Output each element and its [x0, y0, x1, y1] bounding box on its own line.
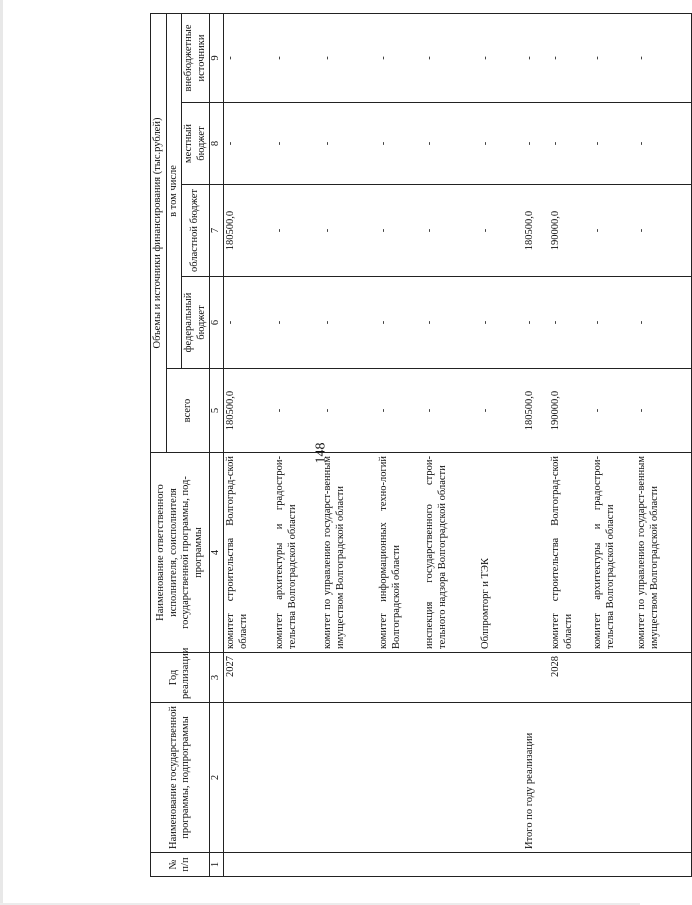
- row-federal: -: [377, 277, 423, 369]
- row-total: 180500,0: [523, 369, 549, 453]
- row-executor: [523, 453, 549, 653]
- table-row: [423, 13, 479, 876]
- row-extra: -: [635, 13, 691, 102]
- row-executor: комитет архитектуры и градострои-тельства Волгоградской области: [273, 453, 321, 653]
- row-local: -: [423, 103, 479, 185]
- row-local: -: [273, 103, 321, 185]
- table-row: [377, 13, 423, 876]
- row-local: -: [479, 103, 523, 185]
- row-local: -: [549, 103, 591, 185]
- row-year: [591, 653, 635, 703]
- row-num: [223, 853, 273, 877]
- scan-edge: [0, 0, 3, 905]
- row-local: -: [635, 103, 691, 185]
- column-number: 7: [210, 185, 224, 277]
- row-regional: -: [321, 185, 377, 277]
- header-regional: областной бюджет: [182, 185, 210, 277]
- row-num: [273, 853, 321, 877]
- row-executor: Облпромторг и ТЭК: [479, 453, 523, 653]
- row-program: Итого по году реализации: [523, 703, 549, 853]
- row-regional: -: [635, 185, 691, 277]
- row-federal: -: [321, 277, 377, 369]
- rotated-table-container: [150, 14, 661, 877]
- row-year: [273, 653, 321, 703]
- row-federal: -: [223, 277, 273, 369]
- row-extra: -: [523, 13, 549, 102]
- table-row-year-total: [523, 13, 549, 876]
- row-extra: -: [549, 13, 591, 102]
- row-executor: комитет по управлению государст-венным имуществом Волгоградской области: [321, 453, 377, 653]
- row-total: -: [273, 369, 321, 453]
- header-total: всего: [166, 369, 210, 453]
- row-regional: -: [423, 185, 479, 277]
- row-local: -: [223, 103, 273, 185]
- header-program: Наименование государственной программы, подпрограммы: [151, 703, 210, 853]
- row-total: -: [423, 369, 479, 453]
- row-year: [321, 653, 377, 703]
- row-executor: комитет строительства Волгоград-ской области: [223, 453, 273, 653]
- row-year: [523, 653, 549, 703]
- row-federal: -: [273, 277, 321, 369]
- header-financing-group: Объемы и источники финансирования (тыс.рублей): [151, 13, 167, 452]
- row-executor: комитет информационных техно-логий Волгоградской области: [377, 453, 423, 653]
- row-regional: 180500,0: [523, 185, 549, 277]
- column-number: 6: [210, 277, 224, 369]
- row-total: -: [479, 369, 523, 453]
- column-number: 4: [210, 453, 224, 653]
- row-executor: комитет по управлению государст-венным имуществом Волгоградской области: [635, 453, 691, 653]
- row-program: [549, 703, 591, 853]
- column-number: 1: [210, 853, 224, 877]
- row-num: [377, 853, 423, 877]
- row-num: [321, 853, 377, 877]
- table-row: [549, 13, 591, 876]
- column-number: 3: [210, 653, 224, 703]
- row-total: -: [377, 369, 423, 453]
- header-executor: Наименование ответственного исполнителя, соисполнителя государственной программы, под-программы: [151, 453, 210, 653]
- row-total: 190000,0: [549, 369, 591, 453]
- row-regional: -: [273, 185, 321, 277]
- table-row: [223, 13, 273, 876]
- row-executor: комитет строительства Волгоград-ской области: [549, 453, 591, 653]
- row-program: [273, 703, 321, 853]
- column-number: 8: [210, 103, 224, 185]
- row-num: [549, 853, 591, 877]
- row-total: -: [635, 369, 691, 453]
- row-year: [479, 653, 523, 703]
- row-num: [591, 853, 635, 877]
- header-local: местный бюджет: [182, 103, 210, 185]
- table-row: [635, 13, 691, 876]
- table-row: [273, 13, 321, 876]
- column-numbers-row: [210, 13, 224, 876]
- table-row: [321, 13, 377, 876]
- row-executor: инспекция государственного строи-тельного надзора Волгоградской области: [423, 453, 479, 653]
- row-program: [377, 703, 423, 853]
- column-number: 5: [210, 369, 224, 453]
- row-regional: -: [591, 185, 635, 277]
- row-extra: -: [321, 13, 377, 102]
- row-regional: -: [377, 185, 423, 277]
- row-federal: -: [549, 277, 591, 369]
- row-year: [635, 653, 691, 703]
- row-program: [423, 703, 479, 853]
- row-year: 2027: [223, 653, 273, 703]
- header-extrabudget: внебюджетные источники: [182, 13, 210, 102]
- row-extra: -: [479, 13, 523, 102]
- row-federal: -: [423, 277, 479, 369]
- row-program: [223, 703, 273, 853]
- table-row: [591, 13, 635, 876]
- row-year: [377, 653, 423, 703]
- header-year: Год реализации: [151, 653, 210, 703]
- financing-table: [150, 13, 692, 877]
- row-num: [523, 853, 549, 877]
- row-extra: -: [273, 13, 321, 102]
- header-including: в том числе: [166, 13, 182, 368]
- row-regional: 190000,0: [549, 185, 591, 277]
- row-num: [423, 853, 479, 877]
- row-year: 2028: [549, 653, 591, 703]
- row-extra: -: [223, 13, 273, 102]
- row-local: -: [321, 103, 377, 185]
- row-executor: комитет архитектуры и градострои-тельства Волгоградской области: [591, 453, 635, 653]
- header-num: № п/п: [151, 853, 210, 877]
- row-federal: -: [523, 277, 549, 369]
- row-total: -: [321, 369, 377, 453]
- row-local: -: [523, 103, 549, 185]
- row-total: -: [591, 369, 635, 453]
- row-program: [591, 703, 635, 853]
- row-program: [321, 703, 377, 853]
- row-year: [423, 653, 479, 703]
- row-federal: -: [479, 277, 523, 369]
- header-federal: федеральный бюджет: [182, 277, 210, 369]
- row-extra: -: [377, 13, 423, 102]
- row-program: [635, 703, 691, 853]
- row-local: -: [377, 103, 423, 185]
- row-local: -: [591, 103, 635, 185]
- column-number: 2: [210, 703, 224, 853]
- row-regional: -: [479, 185, 523, 277]
- row-federal: -: [635, 277, 691, 369]
- row-regional: 180500,0: [223, 185, 273, 277]
- row-federal: -: [591, 277, 635, 369]
- page-number: 148: [313, 442, 329, 464]
- table-row: [479, 13, 523, 876]
- row-num: [635, 853, 691, 877]
- row-extra: -: [423, 13, 479, 102]
- column-number: 9: [210, 13, 224, 102]
- row-total: 180500,0: [223, 369, 273, 453]
- row-program: [479, 703, 523, 853]
- row-extra: -: [591, 13, 635, 102]
- row-num: [479, 853, 523, 877]
